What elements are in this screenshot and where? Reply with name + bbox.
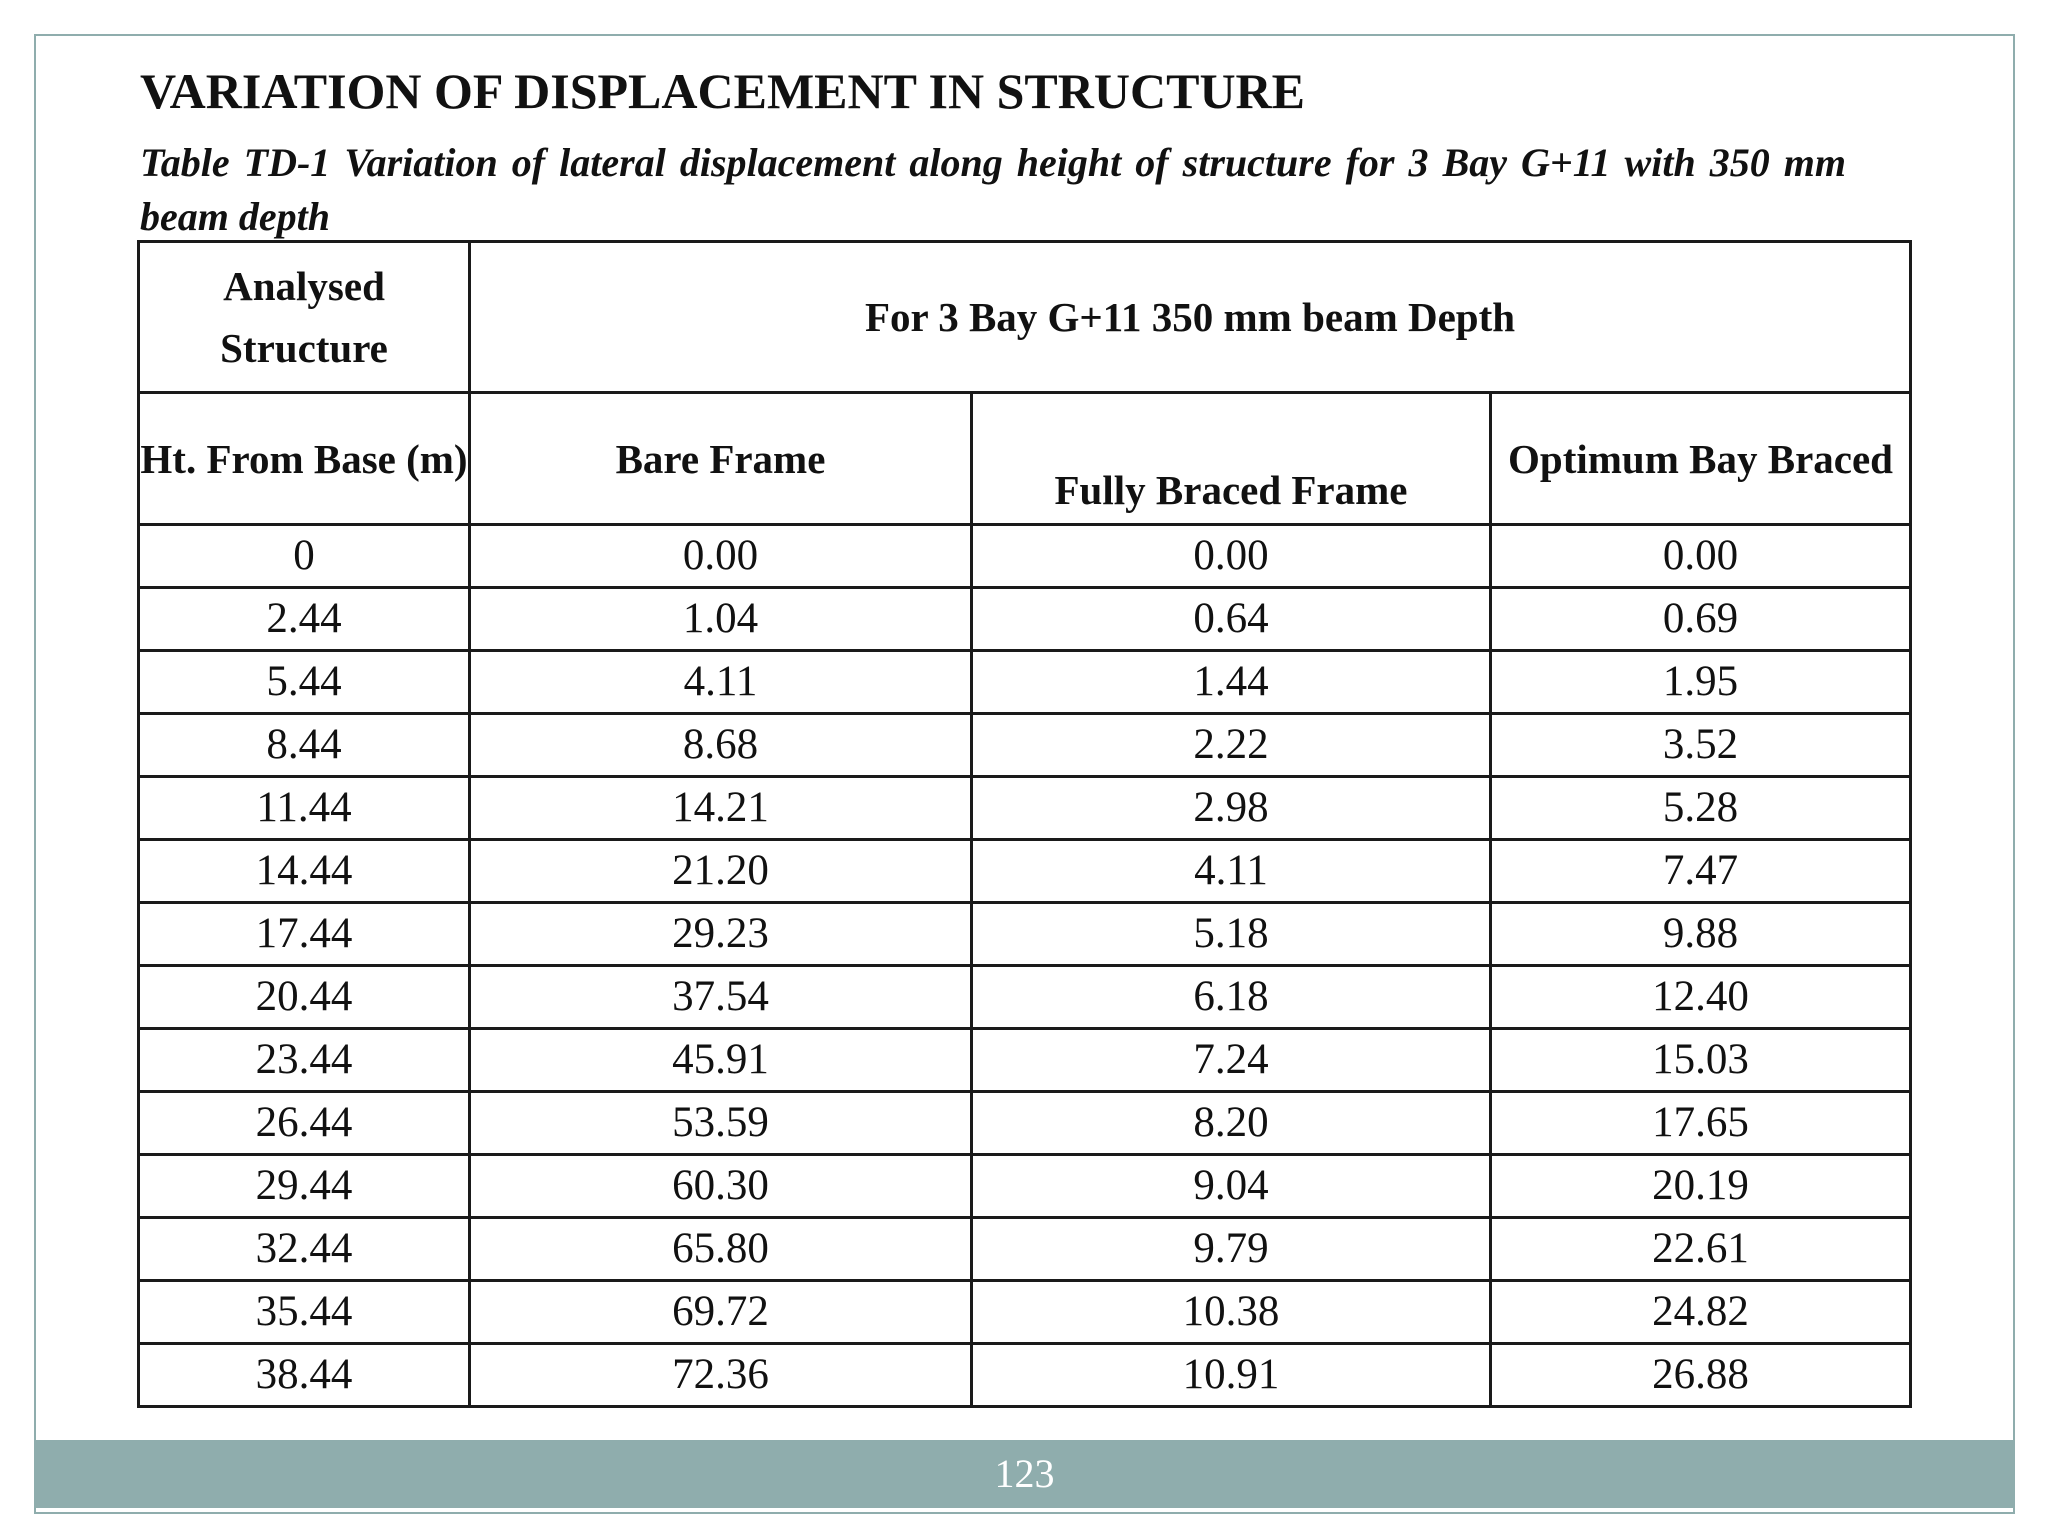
table-cell: 17.44 (139, 903, 470, 966)
table-cell: 1.04 (470, 588, 972, 651)
table-cell: 15.03 (1491, 1029, 1911, 1092)
table-cell: 17.65 (1491, 1092, 1911, 1155)
table-row (139, 1344, 1911, 1407)
header-bare-frame: Bare Frame (470, 393, 972, 525)
table-row (139, 840, 1911, 903)
table-row (139, 651, 1911, 714)
table-row (139, 903, 1911, 966)
table-cell: 0.00 (1491, 525, 1911, 588)
header-height-from-base: Ht. From Base (m) (139, 393, 470, 525)
table-cell: 2.98 (972, 777, 1491, 840)
table-cell: 9.88 (1491, 903, 1911, 966)
table-cell: 23.44 (139, 1029, 470, 1092)
table-cell: 14.44 (139, 840, 470, 903)
table-cell: 8.20 (972, 1092, 1491, 1155)
displacement-table (137, 240, 1912, 1408)
table-cell: 45.91 (470, 1029, 972, 1092)
table-header-row (139, 242, 1911, 393)
table-row (139, 714, 1911, 777)
table-cell: 3.52 (1491, 714, 1911, 777)
table-row (139, 1155, 1911, 1218)
table-cell: 7.47 (1491, 840, 1911, 903)
table-body (139, 525, 1911, 1407)
table-cell: 1.44 (972, 651, 1491, 714)
table-cell: 32.44 (139, 1218, 470, 1281)
table-cell: 12.40 (1491, 966, 1911, 1029)
table-cell: 26.44 (139, 1092, 470, 1155)
table-cell: 9.79 (972, 1218, 1491, 1281)
table-caption: Table TD-1 Variation of lateral displacement along height of structure for 3 Bay G+11 with 350 mm beam depth (140, 140, 1846, 239)
table-cell: 53.59 (470, 1092, 972, 1155)
table-cell: 26.88 (1491, 1344, 1911, 1407)
table-cell: 6.18 (972, 966, 1491, 1029)
table-cell: 5.18 (972, 903, 1491, 966)
table-row (139, 525, 1911, 588)
table-cell: 35.44 (139, 1281, 470, 1344)
table-cell: 20.44 (139, 966, 470, 1029)
header-optimum-bay-braced: Optimum Bay Braced (1491, 393, 1911, 525)
table-cell: 65.80 (470, 1218, 972, 1281)
table-cell: 22.61 (1491, 1218, 1911, 1281)
table-row (139, 777, 1911, 840)
table-cell: 0.00 (972, 525, 1491, 588)
table-cell: 8.68 (470, 714, 972, 777)
table-cell: 5.28 (1491, 777, 1911, 840)
table-cell: 0.00 (470, 525, 972, 588)
table-row (139, 1092, 1911, 1155)
table-row (139, 588, 1911, 651)
table-row (139, 1281, 1911, 1344)
table-cell: 24.82 (1491, 1281, 1911, 1344)
table-cell: 29.44 (139, 1155, 470, 1218)
table-cell: 4.11 (470, 651, 972, 714)
table-cell: 29.23 (470, 903, 972, 966)
table-cell: 2.22 (972, 714, 1491, 777)
table-cell: 5.44 (139, 651, 470, 714)
footer-bar (34, 1440, 2015, 1508)
table-cell: 72.36 (470, 1344, 972, 1407)
table-cell: 20.19 (1491, 1155, 1911, 1218)
table-cell: 60.30 (470, 1155, 972, 1218)
table-cell: 14.21 (470, 777, 972, 840)
table-cell: 2.44 (139, 588, 470, 651)
header-analysed-structure: Analysed Structure (139, 242, 470, 393)
header-fully-braced-frame: Fully Braced Frame (972, 393, 1491, 525)
table-cell: 4.11 (972, 840, 1491, 903)
table-cell: 10.38 (972, 1281, 1491, 1344)
page-title: VARIATION OF DISPLACEMENT IN STRUCTURE (140, 63, 1306, 119)
table-row (139, 966, 1911, 1029)
table-cell: 38.44 (139, 1344, 470, 1407)
table-cell: 0 (139, 525, 470, 588)
table-cell: 8.44 (139, 714, 470, 777)
header-group-title: For 3 Bay G+11 350 mm beam Depth (470, 242, 1911, 393)
table-cell: 0.64 (972, 588, 1491, 651)
table-header-row (139, 393, 1911, 525)
table-cell: 7.24 (972, 1029, 1491, 1092)
table-cell: 37.54 (470, 966, 972, 1029)
table-cell: 69.72 (470, 1281, 972, 1344)
table-row (139, 1218, 1911, 1281)
table-cell: 21.20 (470, 840, 972, 903)
page-number: 123 (994, 1451, 1055, 1496)
table-row (139, 1029, 1911, 1092)
table-cell: 11.44 (139, 777, 470, 840)
table-cell: 10.91 (972, 1344, 1491, 1407)
table-cell: 1.95 (1491, 651, 1911, 714)
table-cell: 0.69 (1491, 588, 1911, 651)
table-cell: 9.04 (972, 1155, 1491, 1218)
